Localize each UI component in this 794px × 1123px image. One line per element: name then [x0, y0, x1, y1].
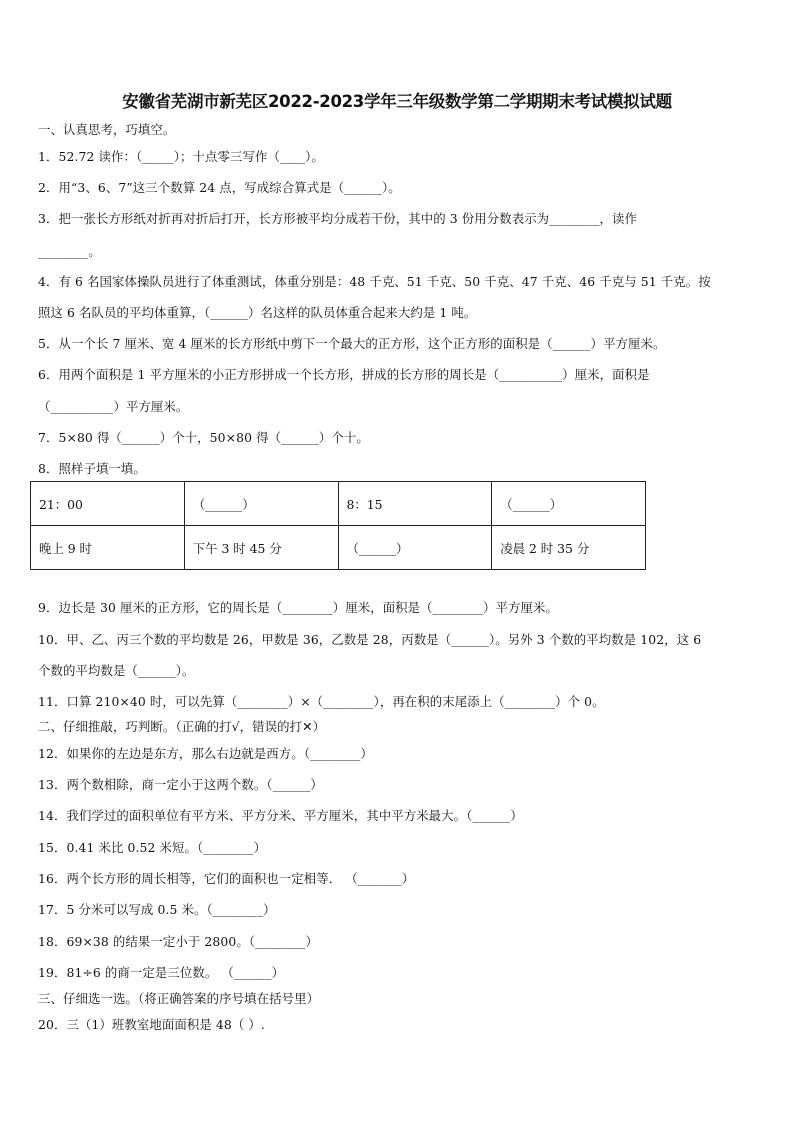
question-6: 6．用两个面积是 1 平方厘米的小正方形拼成一个长方形，拼成的长方形的周长是（__________）厘米，面积是	[38, 367, 650, 382]
question-4-cont: 照这 6 名队员的平均体重算，（______）名这样的队员体重合起来大约是 1 吨。	[38, 305, 477, 320]
question-12: 12．如果你的左边是东方，那么右边就是西方。（________）	[38, 746, 373, 761]
table-cell: 下午 3 时 45 分	[184, 526, 338, 570]
section-heading: 一、认真思考，巧填空。	[38, 122, 176, 137]
question-17: 17．5 分米可以写成 0.5 米。（________）	[38, 902, 276, 917]
question-8: 8．照样子填一填。	[38, 461, 146, 476]
time-table	[30, 481, 646, 570]
table-cell: 21：00	[31, 482, 185, 526]
question-2: 2．用“3、6、7”这三个数算 24 点，写成综合算式是（______）。	[38, 180, 401, 195]
table-cell: 凌晨 2 时 35 分	[492, 526, 646, 570]
question-6-cont: （__________）平方厘米。	[38, 399, 189, 414]
table-cell: 晚上 9 时	[31, 526, 185, 570]
page-title: 安徽省芜湖市新芜区2022-2023学年三年级数学第二学期期末考试模拟试题	[122, 92, 672, 111]
question-13: 13．两个数相除，商一定小于这两个数。（______）	[38, 777, 323, 792]
question-3: 3．把一张长方形纸对折再对折后打开，长方形被平均分成若干份，其中的 3 份用分数表示为________，读作	[38, 211, 638, 226]
table-row	[31, 482, 646, 526]
question-10: 10．甲、乙、丙三个数的平均数是 26，甲数是 36，乙数是 28，丙数是（______）。另外 3 个数的平均数是 102，这 6	[38, 632, 702, 647]
question-9: 9．边长是 30 厘米的正方形，它的周长是（________）厘米，面积是（________）平方厘米。	[38, 600, 558, 615]
question-7: 7．5×80 得（______）个十，50×80 得（______）个十。	[38, 430, 369, 445]
question-16: 16．两个长方形的周长相等，它们的面积也一定相等． （_______）	[38, 871, 415, 886]
question-10-cont: 个数的平均数是（______）。	[38, 663, 195, 678]
question-15: 15．0.41 米比 0.52 米短。（________）	[38, 840, 267, 855]
question-20: 20．三（1）班教室地面面积是 48（ ）.	[38, 1017, 265, 1032]
section-heading: 二、仔细推敲，巧判断。（正确的打√，错误的打✕）	[38, 719, 326, 734]
section-heading: 三、仔细选一选。（将正确答案的序号填在括号里）	[38, 991, 320, 1006]
table-row	[31, 526, 646, 570]
question-4: 4．有 6 名国家体操队员进行了体重测试，体重分别是：48 千克、51 千克、50 千克、47 千克、46 千克与 51 千克。按	[38, 274, 711, 289]
question-14: 14．我们学过的面积单位有平方米、平方分米、平方厘米，其中平方米最大。（______）	[38, 808, 523, 823]
table-cell: （______）	[184, 482, 338, 526]
question-18: 18．69×38 的结果一定小于 2800。（________）	[38, 934, 318, 949]
question-1: 1．52.72 读作：（_____）；十点零三写作（____）。	[38, 149, 324, 164]
question-3-cont: ________。	[38, 244, 101, 259]
question-11: 11．口算 210×40 时，可以先算（________）×（________），再在积的末尾添上（________）个 0。	[38, 694, 605, 709]
table-cell: （______）	[338, 526, 492, 570]
table-cell: 8：15	[338, 482, 492, 526]
table-cell: （______）	[492, 482, 646, 526]
question-19: 19．81÷6 的商一定是三位数。 （______）	[38, 965, 285, 980]
question-5: 5．从一个长 7 厘米、宽 4 厘米的长方形纸中剪下一个最大的正方形，这个正方形的面积是（______）平方厘米。	[38, 336, 666, 351]
